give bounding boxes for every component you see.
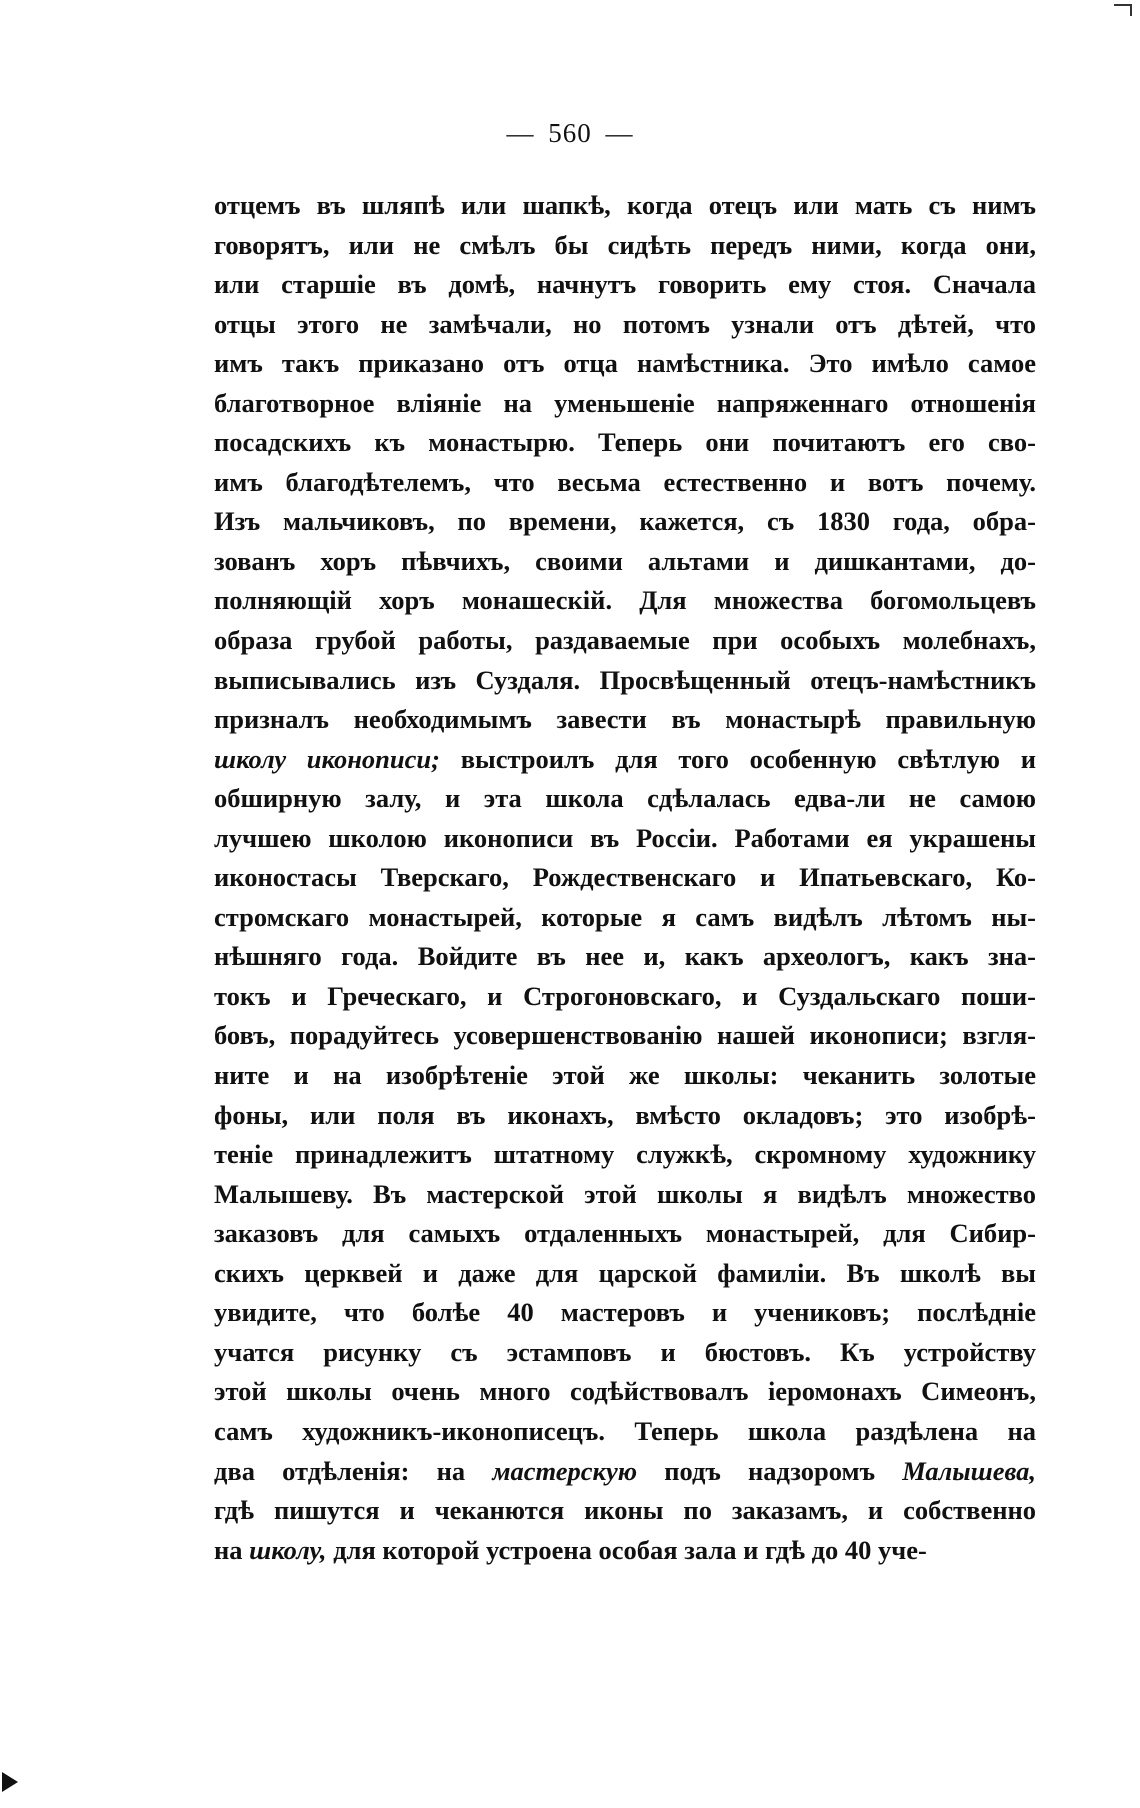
italic-text-span: школу, <box>249 1534 327 1565</box>
text-span: токъ и Греческаго, и Строгоновскаго, и Суздальскаго поши- <box>214 980 1036 1011</box>
text-span: благотворное вліяніе на уменьшеніе напряженнаго отношенія <box>214 387 1036 418</box>
text-line <box>214 1214 1036 1254</box>
text-span: имъ такъ приказано отъ отца намѣстника. Это имѣло самое <box>214 348 1036 379</box>
text-line <box>214 661 1036 701</box>
text-line <box>214 1254 1036 1294</box>
text-span: зованъ хоръ пѣвчихъ, своими альтами и дишкантами, до- <box>214 545 1036 576</box>
text-span: нѣшняго года. Войдите въ нее и, какъ археологъ, какъ зна- <box>214 941 1036 972</box>
italic-text-span: школу иконописи; <box>214 743 440 774</box>
text-line <box>214 1333 1036 1373</box>
text-span: говорятъ, или не смѣлъ бы сидѣть передъ ними, когда они, <box>214 229 1036 260</box>
text-span: лучшею школою иконописи въ Россіи. Работами ея украшены <box>214 822 1036 853</box>
text-span: бовъ, порадуйтесь усовершенствованію нашей иконописи; взгля- <box>214 1020 1036 1051</box>
text-line <box>214 1096 1036 1136</box>
text-line <box>214 740 1036 780</box>
text-line <box>214 463 1036 503</box>
text-span: учатся рисунку съ эстамповъ и бюстовъ. Къ устройству <box>214 1336 1036 1367</box>
text-line <box>214 1372 1036 1412</box>
page-number-header <box>0 118 1140 149</box>
text-span: фоны, или поля въ иконахъ, вмѣсто окладовъ; это изобрѣ- <box>214 1099 1036 1130</box>
text-line <box>214 858 1036 898</box>
text-span: полняющій хоръ монашескій. Для множества богомольцевъ <box>214 585 1036 616</box>
text-span: ните и на изобрѣтеніе этой же школы: чеканить золотые <box>214 1060 1036 1091</box>
text-span: Изъ мальчиковъ, по времени, кажется, съ 1830 года, обра- <box>214 506 1036 537</box>
text-line <box>214 542 1036 582</box>
text-span: выписывались изъ Суздаля. Просвѣщенный отецъ-намѣстникъ <box>214 664 1036 695</box>
text-span: два отдѣленія: на <box>214 1455 493 1486</box>
text-span: имъ благодѣтелемъ, что весьма естественно и вотъ почему. <box>214 466 1036 497</box>
text-span: иконостасы Тверскаго, Рождественскаго и Ипатьевскаго, Ко- <box>214 862 1036 893</box>
text-line <box>214 305 1036 345</box>
text-line <box>214 226 1036 266</box>
text-span: выстроилъ для того особенную свѣтлую и <box>439 743 1036 774</box>
text-line <box>214 344 1036 384</box>
text-line <box>214 977 1036 1017</box>
text-span: самъ художникъ-иконописецъ. Теперь школа раздѣлена на <box>214 1415 1036 1446</box>
text-span: теніе принадлежитъ штатному служкѣ, скромному художнику <box>214 1139 1036 1170</box>
italic-text-span: Малышева, <box>902 1455 1036 1486</box>
text-line <box>214 1135 1036 1175</box>
text-line <box>214 937 1036 977</box>
text-line <box>214 700 1036 740</box>
text-line <box>214 898 1036 938</box>
text-span: увидите, что болѣе 40 мастеровъ и учениковъ; послѣдніе <box>214 1297 1036 1328</box>
text-line <box>214 1531 1036 1571</box>
text-line <box>214 1452 1036 1492</box>
text-line <box>214 1056 1036 1096</box>
text-span: отцемъ въ шляпѣ или шапкѣ, когда отецъ или мать съ нимъ <box>214 190 1036 220</box>
text-line <box>214 819 1036 859</box>
text-line <box>214 1016 1036 1056</box>
text-span: или старшіе въ домѣ, начнутъ говорить ему стоя. Сначала <box>214 269 1036 300</box>
text-span: заказовъ для самыхъ отдаленныхъ монастырей, для Сибир- <box>214 1218 1036 1249</box>
text-span: гдѣ пишутся и чеканются иконы по заказамъ, и собственно <box>214 1495 1036 1526</box>
text-line <box>214 502 1036 542</box>
page-number-dash-right: — <box>605 118 634 148</box>
text-span: обширную залу, и эта школа сдѣлалась едва-ли не самою <box>214 783 1036 814</box>
text-line <box>214 581 1036 621</box>
text-span: для которой устроена особая зала и гдѣ до 40 уче- <box>326 1534 927 1565</box>
text-span: призналъ необходимымъ завести въ монастырѣ правильную <box>214 704 1036 735</box>
text-line <box>214 1412 1036 1452</box>
italic-text-span: мастерскую <box>492 1455 638 1486</box>
text-span: стромскаго монастырей, которые я самъ видѣлъ лѣтомъ ны- <box>214 901 1036 932</box>
text-line <box>214 1175 1036 1215</box>
page-number-dash-left: — <box>506 118 535 148</box>
text-span: на <box>214 1534 250 1565</box>
text-line <box>214 265 1036 305</box>
text-span: этой школы очень много содѣйствовалъ іеромонахъ Симеонъ, <box>214 1376 1036 1407</box>
text-line <box>214 1491 1036 1531</box>
scan-corner-mark <box>1114 4 1132 16</box>
text-span: подъ надзоромъ <box>637 1455 903 1486</box>
text-span: скихъ церквей и даже для царской фамиліи. Въ школѣ вы <box>214 1257 1036 1288</box>
text-line <box>214 1293 1036 1333</box>
scan-arrow-mark <box>2 1772 18 1792</box>
text-span: образа грубой работы, раздаваемые при особыхъ молебнахъ, <box>214 625 1036 656</box>
text-span: отцы этого не замѣчали, но потомъ узнали отъ дѣтей, что <box>214 308 1036 339</box>
text-line <box>214 186 1036 226</box>
page-number: 560 <box>548 118 592 148</box>
text-line <box>214 384 1036 424</box>
text-line <box>214 779 1036 819</box>
body-text <box>214 186 1036 1570</box>
text-line <box>214 423 1036 463</box>
text-span: Малышеву. Въ мастерской этой школы я видѣлъ множество <box>214 1178 1036 1209</box>
text-line <box>214 621 1036 661</box>
text-span: посадскихъ къ монастырю. Теперь они почитаютъ его сво- <box>214 427 1036 458</box>
